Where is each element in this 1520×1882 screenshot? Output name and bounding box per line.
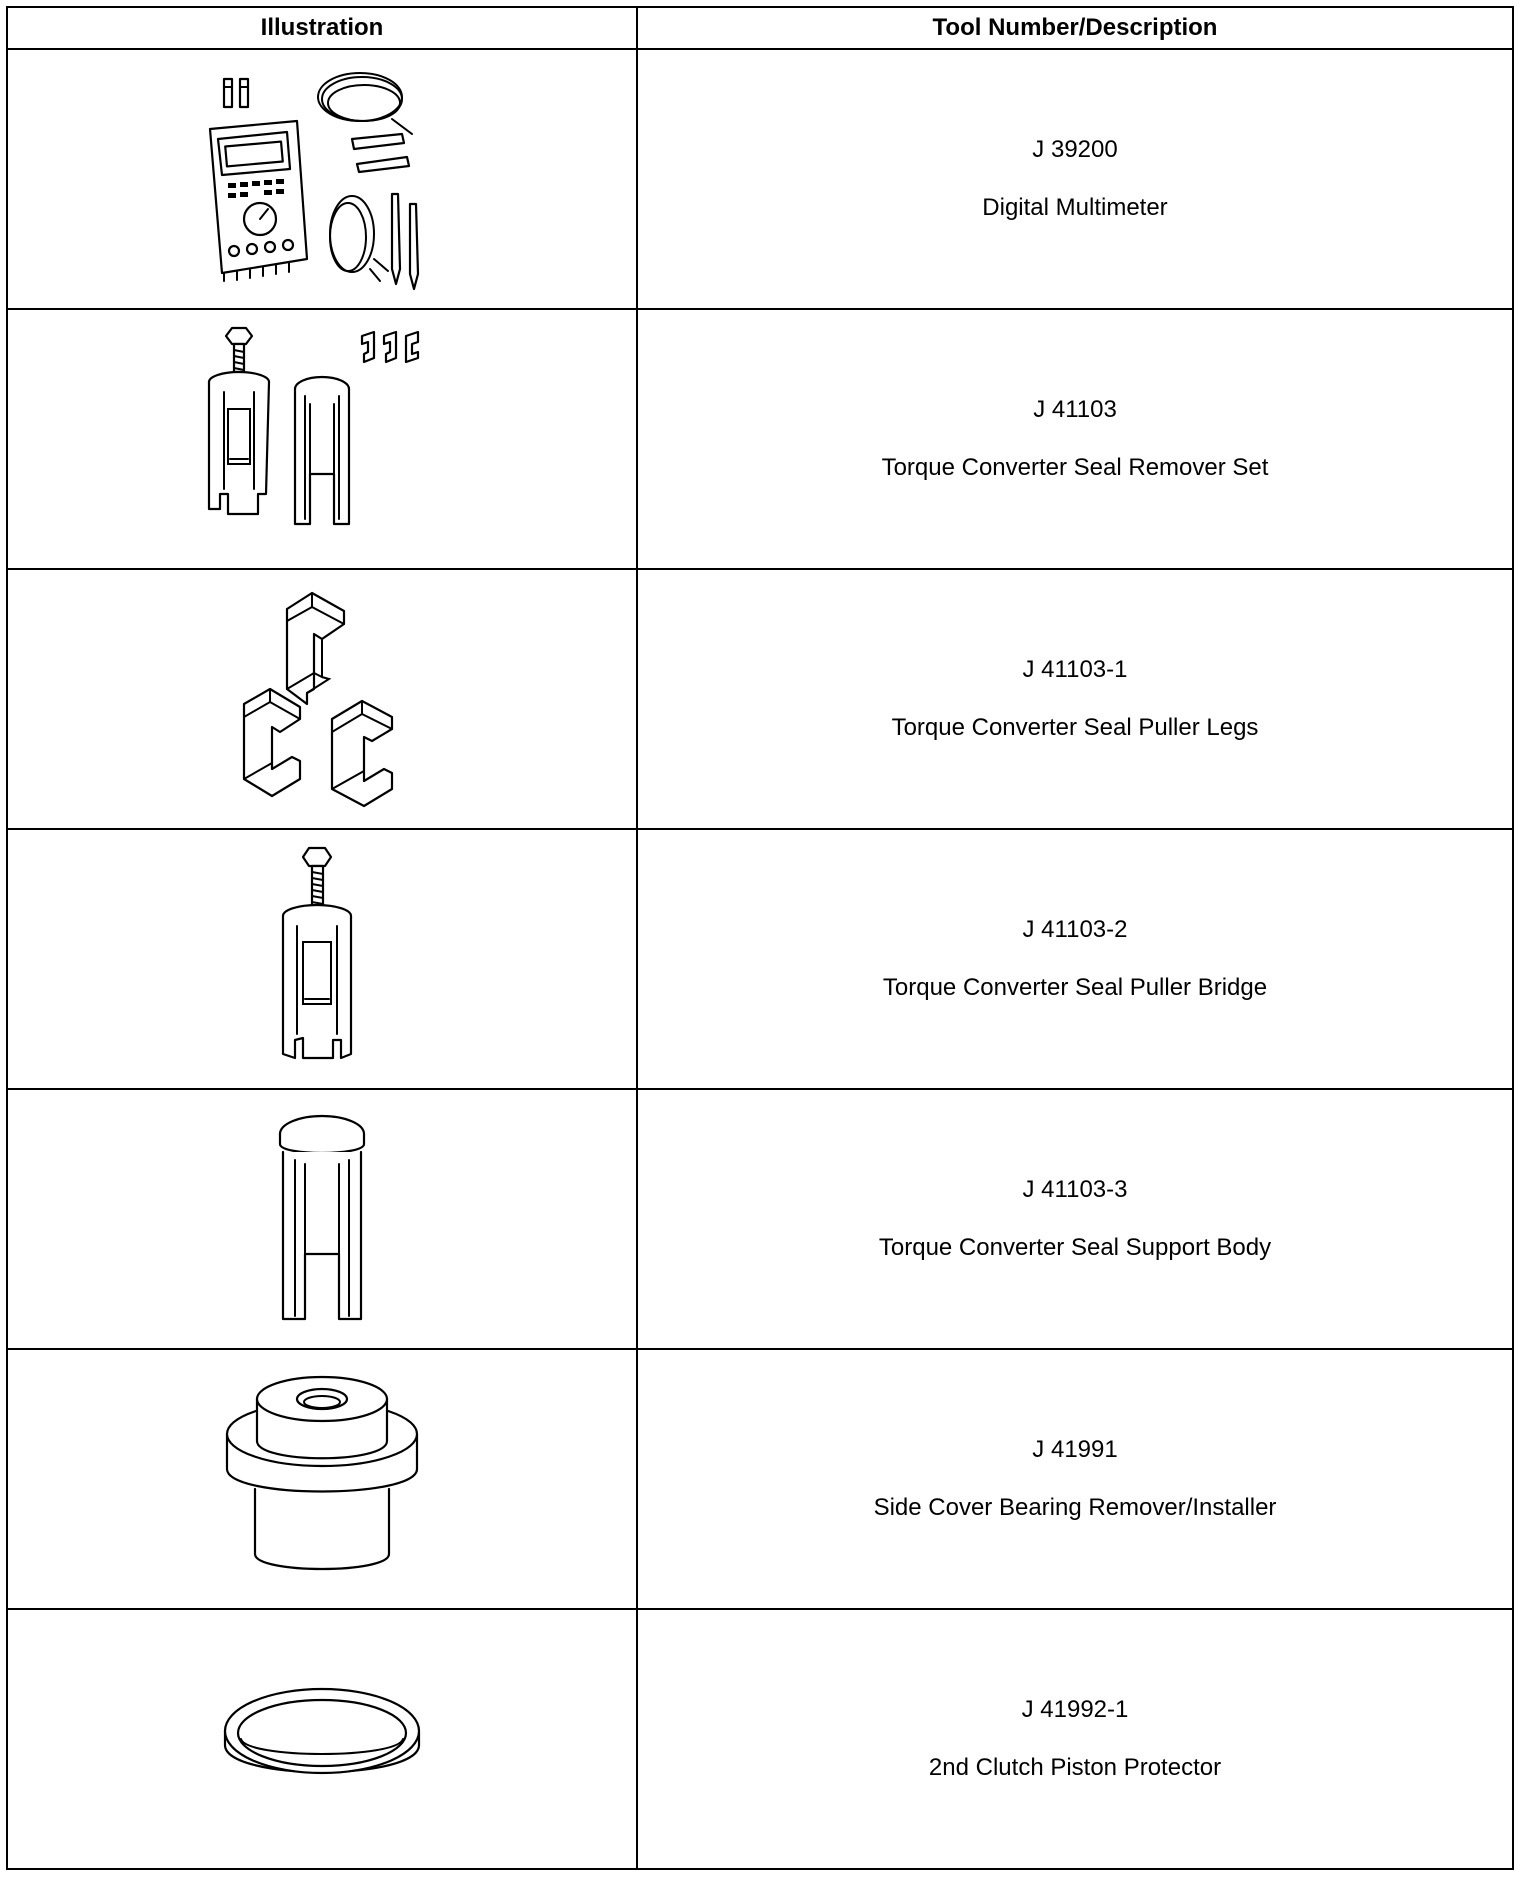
description-cell [637, 569, 1513, 829]
tool-name: Torque Converter Seal Remover Set [881, 454, 1269, 481]
table-row [7, 829, 1513, 1089]
bearing-remover-installer-illustration [217, 1369, 427, 1589]
puller-bridge-illustration [267, 844, 377, 1074]
illustration-cell [7, 1609, 637, 1869]
illustration-cell [7, 829, 637, 1089]
table-row [7, 309, 1513, 569]
illustration-cell [7, 1349, 637, 1609]
illustration-cell [7, 1089, 637, 1349]
puller-legs-illustration [232, 589, 412, 809]
illustration-cell [7, 49, 637, 309]
support-body-illustration [267, 1104, 377, 1334]
tool-name: Torque Converter Seal Puller Legs [891, 714, 1259, 741]
seal-remover-set-illustration [202, 324, 442, 554]
piston-protector-illustration [217, 1669, 427, 1809]
illustration-cell [7, 569, 637, 829]
table-row [7, 1089, 1513, 1349]
header-description: Tool Number/Description [637, 7, 1513, 49]
table-row [7, 1609, 1513, 1869]
table-row [7, 1349, 1513, 1609]
tool-name: 2nd Clutch Piston Protector [928, 1754, 1222, 1781]
tool-number: J 41103-3 [1022, 1176, 1128, 1203]
tool-name: Torque Converter Seal Puller Bridge [882, 974, 1268, 1001]
description-cell [637, 1609, 1513, 1869]
header-row [7, 7, 1513, 49]
header-illustration: Illustration [7, 7, 637, 49]
tool-number: J 41103-1 [1022, 656, 1128, 683]
table-row [7, 49, 1513, 309]
tool-name: Side Cover Bearing Remover/Installer [873, 1494, 1277, 1521]
tool-name: Torque Converter Seal Support Body [878, 1234, 1272, 1261]
description-cell [637, 829, 1513, 1089]
tool-number: J 39200 [1032, 136, 1118, 163]
description-cell [637, 49, 1513, 309]
tool-number: J 41103 [1033, 396, 1117, 423]
tools-table [6, 6, 1514, 1870]
tool-number: J 41992-1 [1021, 1696, 1129, 1723]
digital-multimeter-illustration [202, 59, 442, 299]
table-row [7, 569, 1513, 829]
illustration-cell [7, 309, 637, 569]
tool-name: Digital Multimeter [982, 194, 1168, 221]
description-cell [637, 1089, 1513, 1349]
tool-number: J 41103-2 [1022, 916, 1128, 943]
description-cell [637, 309, 1513, 569]
description-cell [637, 1349, 1513, 1609]
tool-number: J 41991 [1032, 1436, 1118, 1463]
